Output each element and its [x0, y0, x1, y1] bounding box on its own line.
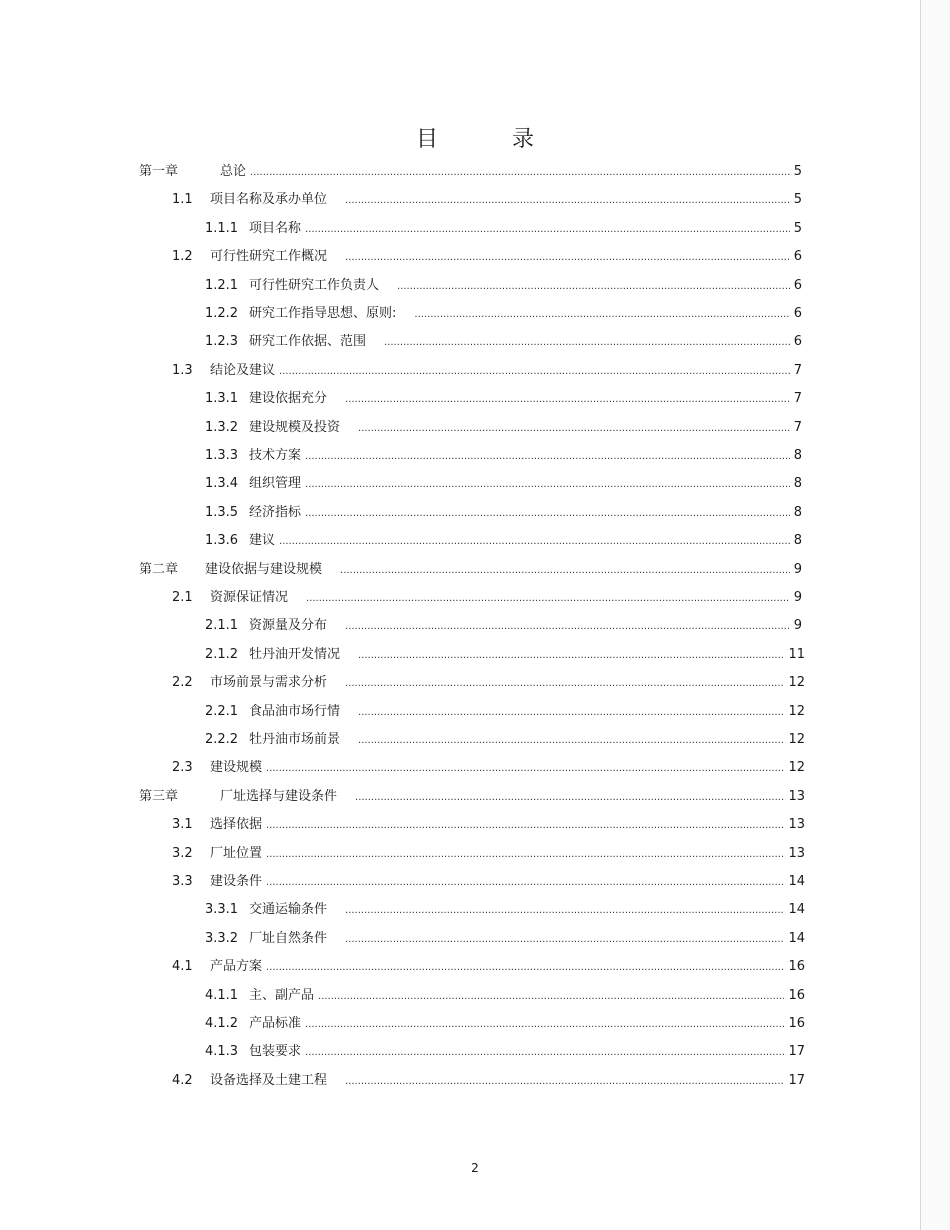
toc-entry-label: 建设依据充分	[249, 391, 328, 407]
toc-entry-page: 12	[788, 703, 805, 719]
toc-leader-dots	[345, 194, 790, 208]
toc-entry-page: 5	[793, 192, 802, 208]
toc-leader-dots	[305, 223, 790, 237]
toc-leader-dots	[266, 762, 784, 776]
toc-entry-number: 1.3.5	[205, 504, 239, 520]
toc-entry-page: 16	[788, 959, 805, 975]
toc-entry-number: 2.3	[172, 760, 193, 776]
toc-entry-page: 14	[788, 930, 805, 946]
toc-entry-label: 产品方案	[210, 959, 263, 975]
toc-entry-number: 第二章	[139, 561, 179, 577]
toc-entry-number: 2.2.1	[205, 703, 239, 719]
toc-entry[interactable]	[172, 245, 802, 265]
toc-entry-page: 12	[788, 675, 805, 691]
toc-entry-label: 主、副产品	[249, 987, 315, 1003]
toc-entry-label: 资源保证情况	[210, 590, 289, 605]
toc-entry-label: 组织管理	[249, 476, 302, 492]
toc-entry-label: 项目名称	[249, 220, 302, 236]
toc-entry-label: 食品油市场行情	[249, 703, 341, 719]
toc-entry-number: 1.3.2	[205, 419, 239, 435]
toc-entry-number: 2.1.1	[205, 618, 239, 634]
toc-entry-number: 1.3.3	[205, 448, 239, 463]
toc-entry[interactable]	[205, 1040, 805, 1060]
toc-entry-label: 项目名称及承办单位	[210, 192, 328, 208]
toc-leader-dots	[345, 933, 784, 947]
toc-entry-label: 总论	[220, 164, 247, 179]
toc-entry-label: 产品标准	[249, 1016, 302, 1031]
toc-entry[interactable]	[205, 501, 802, 521]
toc-leader-dots	[345, 393, 790, 407]
toc-entry-number: 4.1	[172, 959, 193, 975]
toc-entry[interactable]	[205, 302, 802, 322]
toc-entry[interactable]	[205, 217, 802, 237]
toc-entry-label: 建议	[249, 533, 276, 549]
toc-entry-page: 6	[793, 249, 802, 265]
toc-leader-dots	[306, 592, 790, 606]
toc-entry-label: 牡丹油开发情况	[249, 646, 341, 662]
toc-entry-page: 17	[788, 1072, 805, 1088]
toc-entry-page: 17	[788, 1044, 805, 1060]
toc-entry-number: 2.2.2	[205, 732, 239, 747]
toc-entry-label: 建设规模及投资	[249, 419, 341, 435]
toc-entry[interactable]	[205, 728, 805, 748]
toc-leader-dots	[355, 791, 784, 805]
toc-entry-label: 可行性研究工作概况	[210, 249, 328, 265]
toc-title: 目 录	[415, 127, 560, 152]
toc-leader-dots	[358, 734, 784, 748]
toc-entry-label: 资源量及分布	[249, 618, 328, 634]
toc-entry-page: 6	[793, 306, 802, 321]
toc-entry-label: 建设条件	[210, 874, 263, 889]
toc-entry-number: 3.3.2	[205, 930, 239, 946]
toc-leader-dots	[318, 990, 784, 1004]
toc-entry[interactable]	[172, 188, 802, 208]
toc-entry-page: 9	[793, 618, 802, 634]
toc-entry[interactable]	[205, 274, 802, 294]
toc-leader-dots	[345, 620, 790, 634]
toc-entry-label: 包装要求	[249, 1044, 302, 1060]
toc-entry-label: 设备选择及土建工程	[210, 1072, 328, 1088]
toc-entry[interactable]	[205, 700, 805, 720]
toc-entry-page: 11	[788, 646, 805, 662]
toc-entry[interactable]	[172, 870, 805, 890]
toc-entry-label: 技术方案	[249, 448, 302, 463]
toc-leader-dots	[266, 961, 784, 975]
toc-entry[interactable]	[205, 643, 805, 663]
toc-entry-number: 1.2.2	[205, 306, 239, 321]
toc-entry[interactable]	[172, 586, 802, 606]
toc-entry-label: 可行性研究工作负责人	[249, 277, 380, 293]
toc-entry[interactable]	[172, 1069, 805, 1089]
toc-leader-dots	[340, 564, 790, 578]
toc-entry[interactable]	[205, 472, 802, 492]
toc-entry[interactable]	[205, 614, 802, 634]
toc-entry-number: 3.3.1	[205, 902, 239, 918]
toc-leader-dots	[305, 478, 790, 492]
toc-leader-dots	[345, 904, 784, 918]
toc-leader-dots	[279, 365, 790, 379]
toc-entry-number: 1.1.1	[205, 220, 239, 236]
toc-entry-number: 1.2.3	[205, 334, 239, 350]
toc-entry-page: 7	[793, 419, 802, 435]
toc-leader-dots	[358, 649, 784, 663]
toc-entry-page: 8	[793, 504, 802, 520]
toc-entry-number: 1.3.4	[205, 476, 239, 492]
toc-leader-dots	[358, 422, 790, 436]
toc-entry-number: 1.3	[172, 362, 193, 378]
toc-entry-number: 1.2.1	[205, 277, 239, 293]
toc-entry[interactable]	[172, 671, 805, 691]
toc-leader-dots	[305, 507, 790, 521]
toc-entry[interactable]	[139, 160, 802, 180]
toc-entry[interactable]	[205, 330, 802, 350]
toc-entry-page: 16	[788, 987, 805, 1003]
toc-entry[interactable]	[172, 756, 805, 776]
toc-entry-label: 市场前景与需求分析	[210, 675, 328, 691]
toc-entry-page: 16	[788, 1016, 805, 1031]
toc-entry-label: 经济指标	[249, 504, 302, 520]
toc-entry-number: 1.2	[172, 249, 193, 265]
toc-entry-number: 1.1	[172, 192, 193, 208]
toc-leader-dots	[345, 1075, 784, 1089]
toc-entry[interactable]	[205, 898, 805, 918]
toc-leader-dots	[266, 876, 784, 890]
toc-entry-number: 第一章	[139, 164, 179, 179]
toc-entry-number: 4.1.3	[205, 1044, 239, 1060]
toc-entry-label: 研究工作依据、范围	[249, 334, 367, 350]
toc-entry-page: 8	[793, 448, 802, 463]
toc-entry[interactable]	[172, 955, 805, 975]
toc-leader-dots	[305, 1046, 784, 1060]
toc-entry-page: 9	[793, 561, 802, 577]
toc-entry-page: 13	[788, 845, 805, 861]
toc-leader-dots	[250, 166, 790, 180]
toc-entry-page: 8	[793, 533, 802, 549]
toc-entry-label: 交通运输条件	[249, 902, 328, 918]
toc-leader-dots	[358, 706, 784, 720]
toc-entry[interactable]	[139, 558, 802, 578]
toc-entry[interactable]	[205, 444, 802, 464]
toc-entry-page: 9	[793, 590, 802, 605]
toc-entry-label: 厂址位置	[210, 845, 263, 861]
toc-entry-label: 建设依据与建设规模	[205, 561, 323, 577]
toc-entry[interactable]	[205, 387, 802, 407]
toc-entry-page: 5	[793, 164, 802, 179]
toc-entry-page: 8	[793, 476, 802, 492]
toc-entry-label: 厂址自然条件	[249, 930, 328, 946]
toc-leader-dots	[305, 450, 790, 464]
page-gutter	[921, 0, 950, 1230]
toc-leader-dots	[397, 280, 790, 294]
toc-entry-number: 3.2	[172, 845, 193, 861]
toc-entry-label: 厂址选择与建设条件	[220, 788, 338, 804]
toc-entry-label: 选择依据	[210, 817, 263, 833]
toc-entry-number: 第三章	[139, 788, 179, 804]
toc-leader-dots	[305, 1018, 784, 1032]
toc-entry-page: 6	[793, 277, 802, 293]
toc-entry-number: 4.1.2	[205, 1016, 239, 1031]
toc-entry[interactable]	[139, 785, 805, 805]
toc-entry-label: 牡丹油市场前景	[249, 732, 341, 747]
toc-entry-number: 4.1.1	[205, 987, 239, 1003]
toc-entry-number: 3.3	[172, 874, 193, 889]
toc-entry[interactable]	[172, 842, 805, 862]
toc-entry-number: 1.3.6	[205, 533, 239, 549]
toc-entry-page: 12	[788, 732, 805, 747]
toc-entry[interactable]	[172, 359, 802, 379]
toc-entry-number: 2.1	[172, 590, 193, 605]
toc-leader-dots	[345, 251, 790, 265]
toc-entry-number: 3.1	[172, 817, 193, 833]
toc-entry[interactable]	[205, 416, 802, 436]
toc-leader-dots	[279, 535, 790, 549]
toc-leader-dots	[266, 848, 784, 862]
toc-leader-dots	[345, 677, 784, 691]
toc-leader-dots	[384, 336, 790, 350]
toc-entry-number: 1.3.1	[205, 391, 239, 407]
toc-entry[interactable]	[205, 984, 805, 1004]
toc-entry[interactable]	[205, 529, 802, 549]
page-number: 2	[471, 1161, 479, 1175]
toc-entry-page: 5	[793, 220, 802, 236]
toc-entry-page: 13	[788, 817, 805, 833]
toc-entry-page: 14	[788, 902, 805, 918]
toc-entry-label: 结论及建议	[210, 362, 276, 378]
toc-entry-page: 12	[788, 760, 805, 776]
toc-leader-dots	[266, 819, 784, 833]
toc-entry-page: 7	[793, 362, 802, 378]
toc-entry-label: 建设规模	[210, 760, 263, 776]
toc-entry-page: 14	[788, 874, 805, 889]
toc-entry[interactable]	[205, 927, 805, 947]
toc-entry-label: 研究工作指导思想、原则:	[249, 306, 397, 321]
toc-entry[interactable]	[172, 813, 805, 833]
toc-entry[interactable]	[205, 1012, 805, 1032]
toc-entry-page: 6	[793, 334, 802, 350]
toc-entry-number: 4.2	[172, 1072, 193, 1088]
toc-entry-page: 7	[793, 391, 802, 407]
toc-entry-number: 2.2	[172, 675, 193, 691]
toc-leader-dots	[414, 308, 789, 322]
toc-entry-number: 2.1.2	[205, 646, 239, 662]
toc-entry-page: 13	[788, 788, 805, 804]
